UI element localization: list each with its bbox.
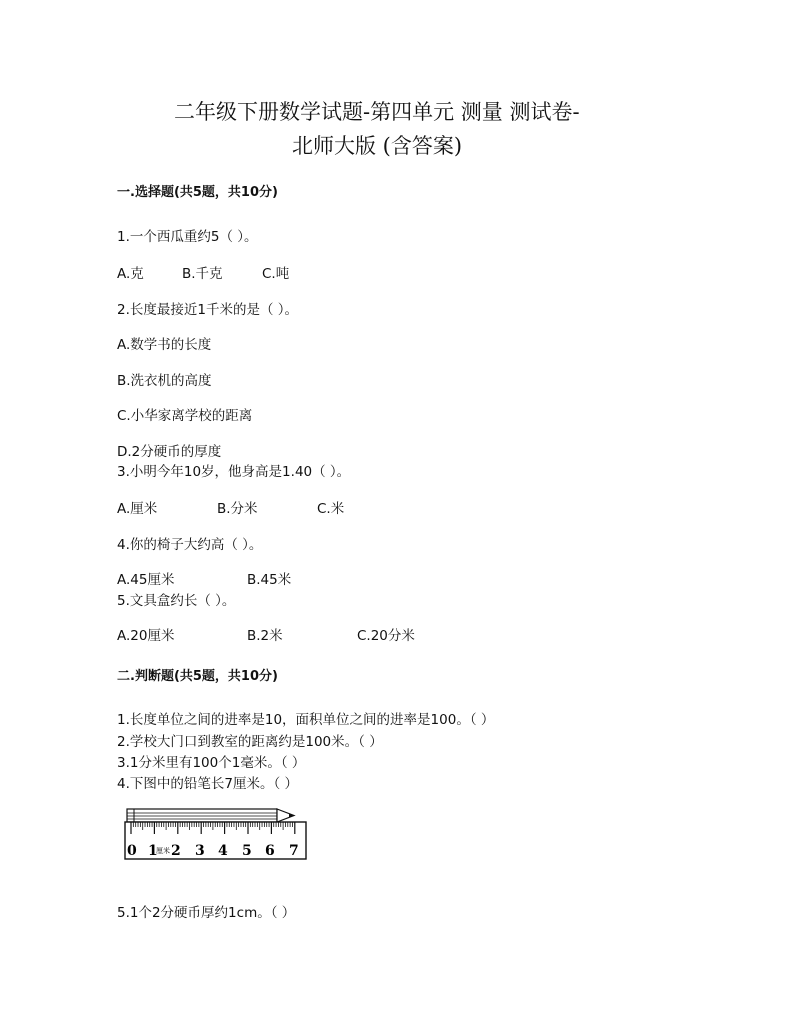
q2-option-b: B.洗衣机的高度 bbox=[117, 373, 212, 389]
judge-item-4: 4.下图中的铅笔长7厘米。（ ） bbox=[117, 776, 299, 792]
q3-option-c: C.米 bbox=[317, 501, 345, 517]
title-line-1: 二年级下册数学试题-第四单元 测量 测试卷- bbox=[174, 100, 580, 124]
q2-option-a: A.数学书的长度 bbox=[117, 337, 212, 353]
ruler-pencil-figure bbox=[124, 806, 310, 862]
question-1: 1.一个西瓜重约5（ ）。 bbox=[117, 229, 258, 245]
q4-option-b: B.45米 bbox=[247, 572, 292, 588]
title-line-2: 北师大版 (含答案) bbox=[292, 134, 463, 158]
ruler-label-5: 5 bbox=[242, 843, 252, 859]
judge-item-2: 2.学校大门口到教室的距离约是100米。（ ） bbox=[117, 734, 383, 750]
question-3: 3.小明今年10岁，他身高是1.40（ ）。 bbox=[117, 464, 351, 480]
ruler-label-1: 1 bbox=[148, 843, 158, 859]
q5-option-a: A.20厘米 bbox=[117, 628, 175, 644]
judge-item-1: 1.长度单位之间的进率是10，面积单位之间的进率是100。（ ） bbox=[117, 712, 495, 728]
q5-option-c: C.20分米 bbox=[357, 628, 415, 644]
q5-option-b: B.2米 bbox=[247, 628, 283, 644]
q1-option-a: A.克 bbox=[117, 266, 144, 282]
section-2-heading: 二.判断题(共5题，共10分) bbox=[117, 669, 278, 684]
q3-option-a: A.厘米 bbox=[117, 501, 158, 517]
section-1-heading: 一.选择题(共5题，共10分) bbox=[117, 185, 278, 200]
ruler-label-3: 3 bbox=[195, 843, 205, 859]
judge-item-5: 5.1个2分硬币厚约1cm。（ ） bbox=[117, 905, 296, 921]
ruler-label-2: 2 bbox=[171, 843, 181, 859]
judge-item-3: 3.1分米里有100个1毫米。（ ） bbox=[117, 755, 306, 771]
ruler-unit-label: 厘米 bbox=[156, 847, 170, 855]
question-2: 2.长度最接近1千米的是（ ）。 bbox=[117, 302, 299, 318]
q1-option-b: B.千克 bbox=[182, 266, 223, 282]
ruler-label-0: 0 bbox=[127, 843, 137, 859]
ruler-label-6: 6 bbox=[265, 843, 275, 859]
question-4: 4.你的椅子大约高（ ）。 bbox=[117, 537, 263, 553]
q2-option-d: D.2分硬币的厚度 bbox=[117, 444, 222, 460]
q4-option-a: A.45厘米 bbox=[117, 572, 175, 588]
q2-option-c: C.小华家离学校的距离 bbox=[117, 408, 253, 424]
pencil-icon bbox=[127, 809, 294, 822]
q1-option-c: C.吨 bbox=[262, 266, 290, 282]
ruler-label-7: 7 bbox=[289, 843, 299, 859]
q3-option-b: B.分米 bbox=[217, 501, 258, 517]
ruler-label-4: 4 bbox=[218, 843, 228, 859]
question-5: 5.文具盒约长（ ）。 bbox=[117, 593, 236, 609]
